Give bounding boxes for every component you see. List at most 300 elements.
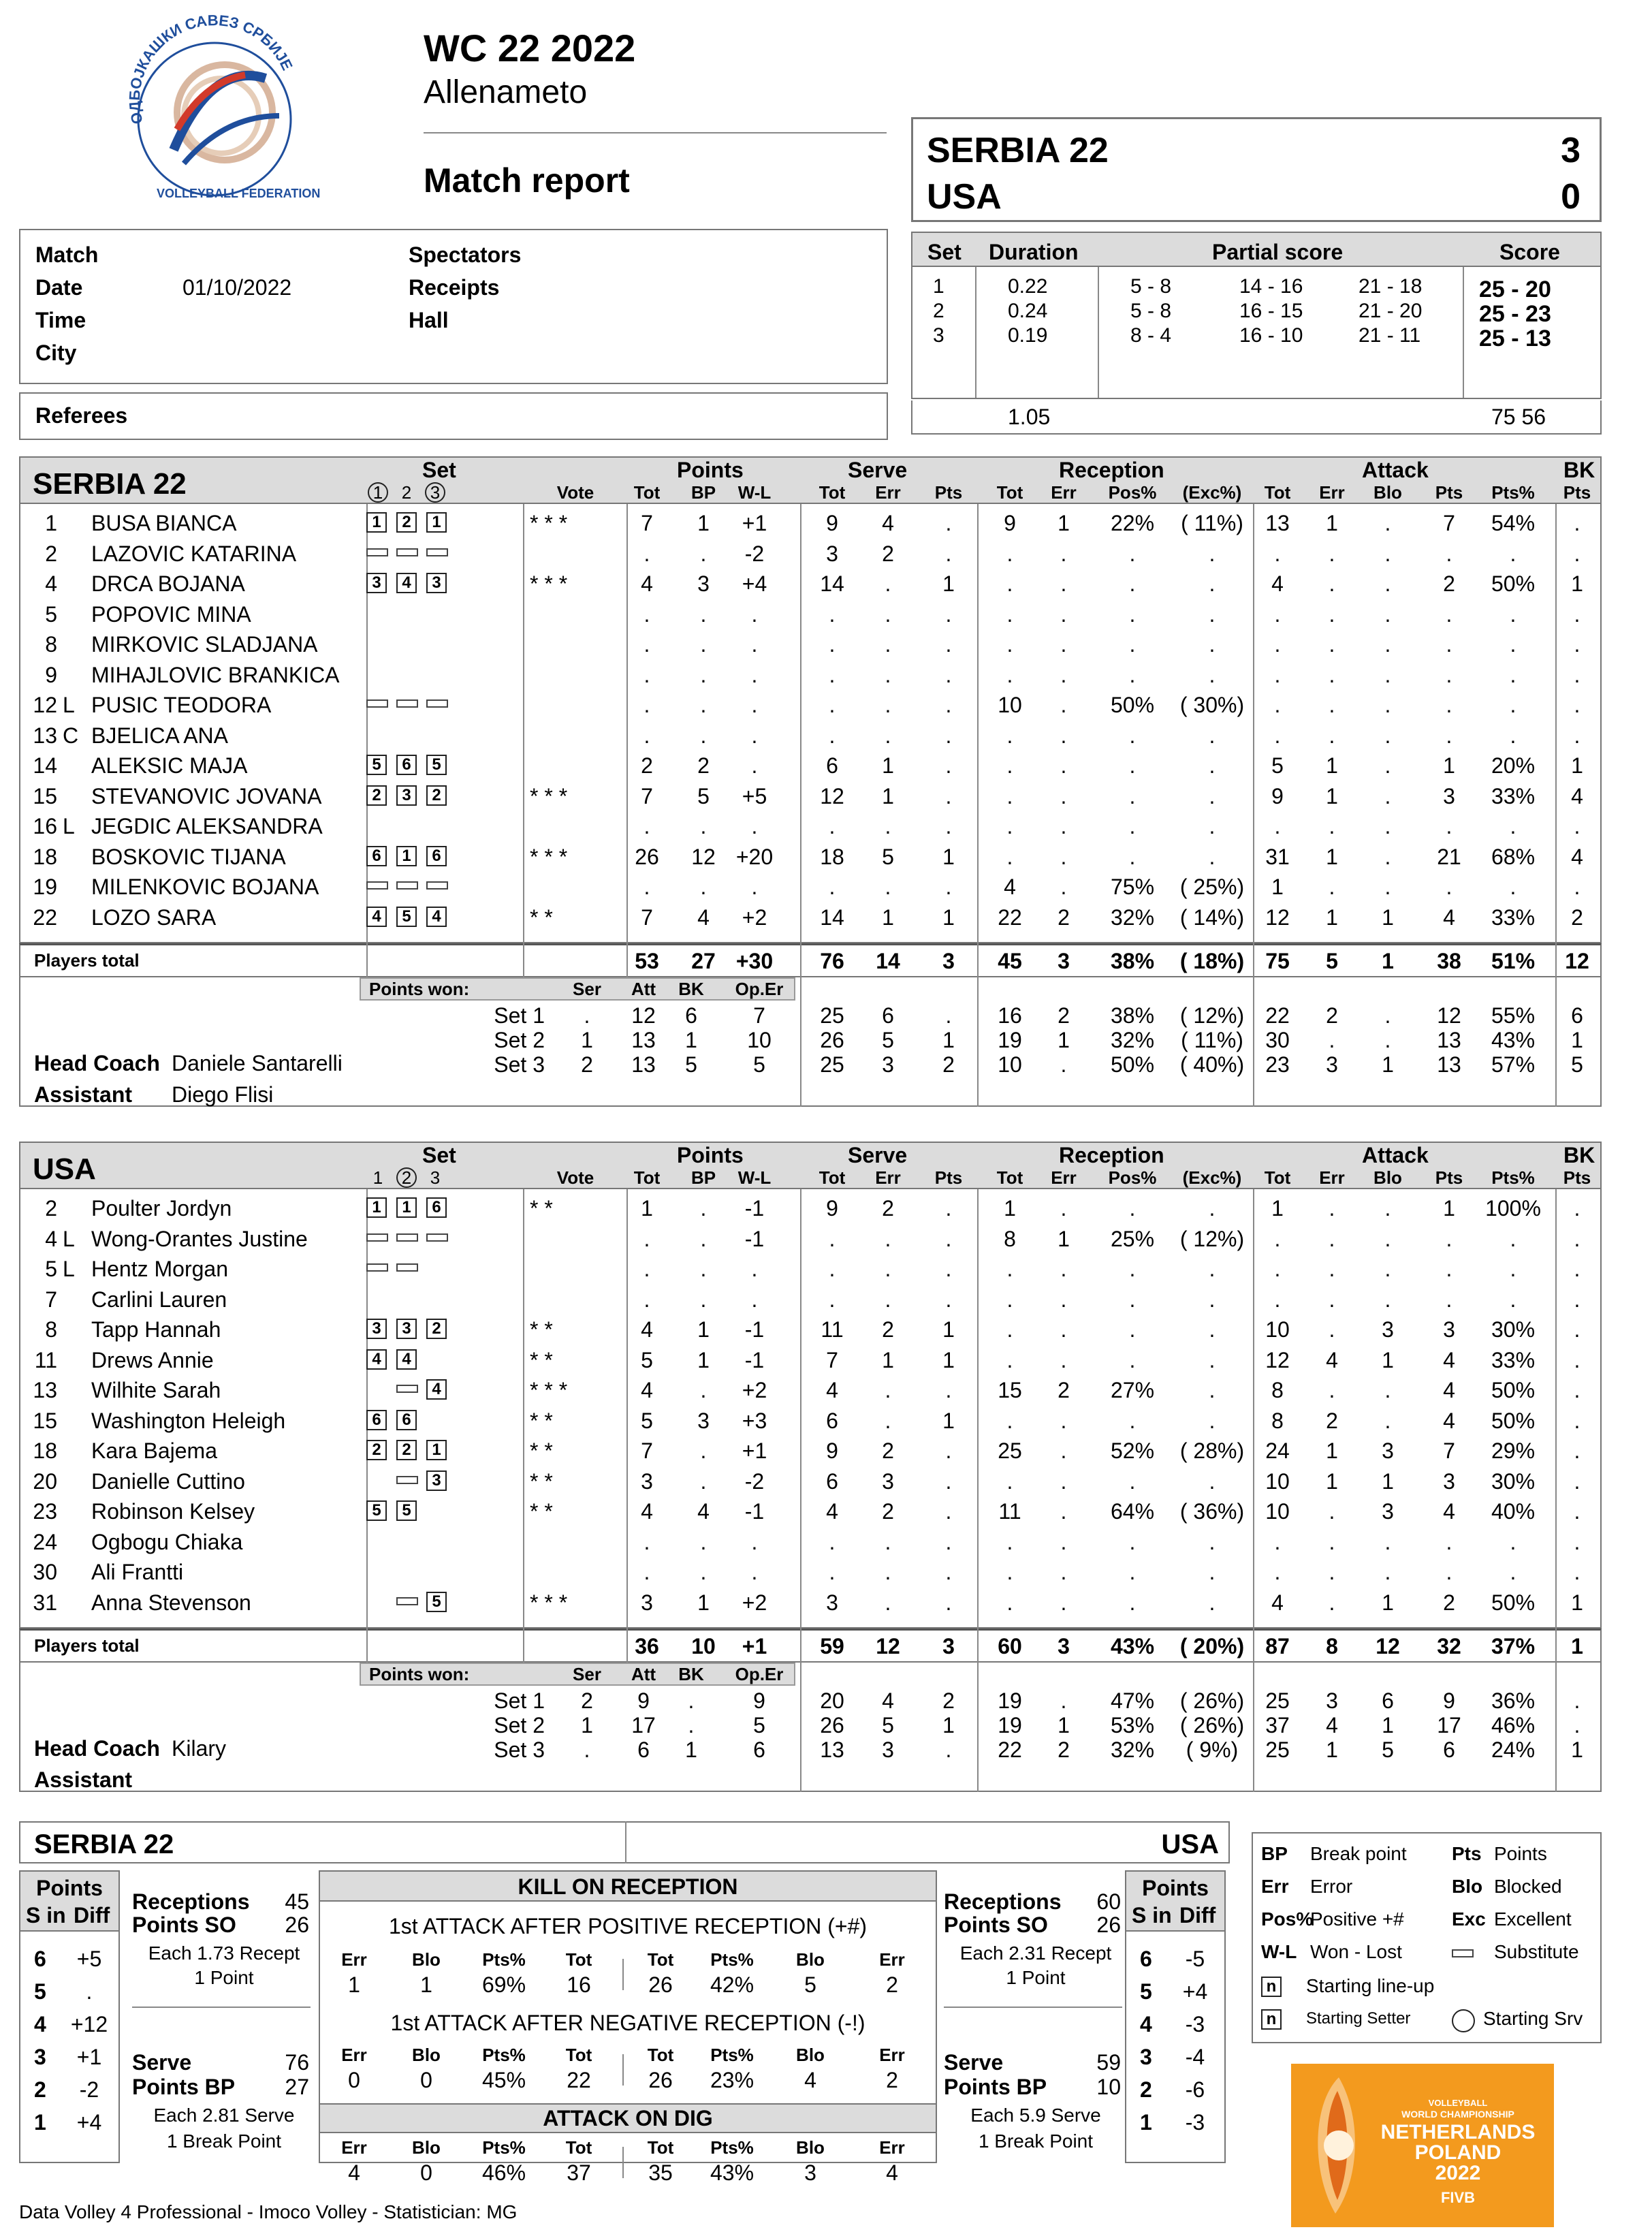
stat-cell: .	[700, 601, 707, 627]
stat-cell: 3	[697, 1408, 710, 1433]
stat-cell: .	[1129, 814, 1136, 838]
stat-cell: .	[1060, 783, 1067, 808]
stat-cell: .	[1384, 1529, 1391, 1554]
player-name: LAZOVIC KATARINA	[91, 541, 297, 566]
stat-cell: +20	[735, 844, 774, 869]
stat-cell: 6	[826, 1408, 838, 1433]
player-number: 2	[45, 1196, 57, 1221]
stat-cell: .	[945, 814, 952, 838]
stat-cell: 29%	[1491, 1438, 1536, 1463]
stat-cell: .	[1329, 875, 1335, 899]
player-name: DRCA BOJANA	[91, 571, 245, 596]
right-receptions-label: Receptions	[944, 1889, 1062, 1914]
stat-cell: .	[1574, 1287, 1580, 1312]
stat-cell: .	[885, 662, 891, 687]
starting-position-marker: 2	[396, 1440, 417, 1460]
stat-cell: .	[700, 541, 707, 566]
points-won-cell: 1	[581, 1713, 593, 1737]
stat-cell: 7	[826, 1347, 838, 1372]
right-each-serve-b: 1 Break Point	[978, 2130, 1094, 2152]
substitute-marker	[426, 548, 448, 556]
sets-col-partial: Partial score	[1212, 240, 1344, 264]
positive-value: 1	[420, 1972, 432, 1997]
stat-cell: 12	[820, 783, 844, 808]
set-stat-cell: 43%	[1491, 1028, 1536, 1052]
set-stat-cell: 17	[1437, 1713, 1461, 1737]
stat-cell: .	[1209, 632, 1216, 657]
stat-cell: .	[1129, 1196, 1136, 1221]
set-stat-cell: 2	[1058, 1003, 1070, 1028]
stat-cell: .	[1384, 1257, 1391, 1281]
stat-cell: +2	[742, 904, 767, 930]
points-won-cell: 1	[581, 1028, 593, 1052]
positive-head: Pts%	[710, 1949, 754, 1970]
starting-position-marker: 2	[396, 512, 417, 533]
sets-table	[911, 232, 1602, 399]
stat-cell: .	[885, 1287, 891, 1312]
stat-cell: .	[885, 1378, 891, 1402]
positive-head: Tot	[565, 1949, 592, 1970]
starting-position-marker: 6	[366, 846, 387, 866]
dig-value: 0	[420, 2160, 432, 2185]
stat-cell: .	[1574, 1226, 1580, 1251]
substitute-marker	[366, 548, 388, 556]
stat-cell: .	[829, 875, 836, 899]
stat-cell: 64%	[1110, 1499, 1155, 1524]
positive-head: Err	[341, 1949, 367, 1970]
stat-cell: .	[1329, 1590, 1335, 1615]
right-receptions: 60	[1096, 1889, 1121, 1914]
total-cell: 8	[1326, 1634, 1338, 1658]
column-divider	[523, 504, 524, 943]
set-stat-cell: 24%	[1491, 1737, 1536, 1762]
stat-cell: .	[1329, 1560, 1335, 1584]
stat-cell: .	[1060, 1560, 1067, 1584]
starting-position-marker: 6	[366, 1410, 387, 1430]
player-number: 13	[33, 1378, 57, 1402]
points-won-cell: 17	[631, 1713, 656, 1737]
stat-cell: 4	[1271, 571, 1284, 596]
positive-value: 69%	[481, 1972, 526, 1997]
right-bp-label: Points BP	[944, 2075, 1047, 2099]
stat-cell: .	[1329, 541, 1335, 566]
stat-cell: .	[1129, 541, 1136, 566]
set-stat-cell: 50%	[1110, 1052, 1155, 1077]
column-divider	[523, 1629, 524, 1663]
starting-position-marker: 5	[396, 1500, 417, 1521]
stat-cell: 3	[641, 1590, 653, 1615]
total-cell: +30	[735, 949, 774, 973]
stat-cell: 18	[820, 844, 844, 869]
stat-cell: 2	[1058, 904, 1070, 930]
set-stat-cell: .	[1329, 1028, 1335, 1052]
negative-head: Err	[341, 2045, 367, 2065]
set-stat-cell: 6	[1382, 1688, 1394, 1713]
col-head-ptspct: Pts%	[1491, 1167, 1535, 1188]
player-number: 4	[45, 571, 57, 596]
stat-cell: 1	[1443, 753, 1455, 778]
col-group-set: Set	[422, 458, 456, 482]
stat-cell: .	[829, 662, 836, 687]
set-stat-cell: 1	[1382, 1713, 1394, 1737]
col-head-err: Err	[875, 1167, 901, 1188]
negative-value: 23%	[710, 2068, 754, 2092]
stat-cell: .	[945, 723, 952, 748]
stat-cell: .	[1209, 1196, 1216, 1221]
substitute-marker	[396, 699, 418, 708]
player-number: 9	[45, 662, 57, 687]
starting-position-marker: 4	[426, 907, 447, 927]
head-coach-label: Head Coach	[34, 1051, 160, 1075]
set-stat-cell: 38%	[1110, 1003, 1155, 1028]
stat-cell: 9	[1004, 511, 1016, 535]
stat-cell: .	[1574, 601, 1580, 627]
stat-cell: .	[1510, 1560, 1516, 1584]
stat-cell: 14	[820, 904, 844, 930]
stat-cell: 3	[1443, 1317, 1455, 1342]
right-rotation-number: 5	[1140, 1979, 1152, 2004]
stat-cell: .	[885, 693, 891, 717]
set-stat-cell: 25	[1265, 1688, 1290, 1713]
stat-cell: .	[1574, 1468, 1580, 1494]
player-number: 14	[33, 753, 57, 778]
stat-cell: .	[885, 1590, 891, 1615]
set-stat-cell: 9	[1443, 1688, 1455, 1713]
left-stats-divider	[132, 2007, 311, 2008]
positive-head: Pts%	[482, 1949, 526, 1970]
col-head-tot: Tot	[633, 1167, 661, 1188]
stat-cell: 3	[1382, 1317, 1394, 1342]
stat-cell: .	[1060, 1468, 1067, 1494]
svg-text:ОДБОЈКАШКИ САВЕЗ СРБИЈЕ: ОДБОЈКАШКИ САВЕЗ СРБИЈЕ	[125, 14, 296, 126]
stat-cell: 3	[697, 571, 710, 596]
stat-cell: 4	[1443, 1378, 1455, 1402]
stat-cell: .	[751, 1257, 758, 1281]
starting-position-marker: 3	[426, 1470, 447, 1491]
player-name: POPOVIC MINA	[91, 601, 251, 627]
stat-cell: .	[1574, 541, 1580, 566]
stat-cell: .	[1209, 783, 1216, 808]
starting-position-marker: 1	[396, 846, 417, 866]
starting-setter-icon: n	[1261, 2009, 1282, 2030]
stat-cell: .	[1384, 844, 1391, 869]
stat-cell: .	[1129, 601, 1136, 627]
player-vote: * *	[530, 1438, 553, 1463]
stat-cell: .	[751, 601, 758, 627]
legend-key: W-L	[1261, 1941, 1297, 1962]
stat-cell: 3	[1443, 783, 1455, 808]
stat-cell: .	[1329, 814, 1335, 838]
stat-cell: .	[1060, 844, 1067, 869]
stat-cell: .	[945, 1378, 952, 1402]
stat-cell: 2	[882, 1438, 894, 1463]
right-rotation-diff: +4	[1182, 1979, 1208, 2004]
starting-lineup-label: Starting line-up	[1306, 1975, 1435, 1996]
player-name: Ali Frantti	[91, 1560, 184, 1584]
stat-cell: .	[1006, 1257, 1013, 1281]
head-coach-name: Daniele Santarelli	[172, 1051, 343, 1075]
dig-head: Blo	[412, 2137, 441, 2158]
set-stat-cell: 16	[998, 1003, 1022, 1028]
sets-col-duration: Duration	[989, 240, 1079, 264]
left-diff-label: Diff	[74, 1903, 110, 1928]
substitute-marker	[396, 1476, 418, 1484]
stat-cell: 3	[1382, 1438, 1394, 1463]
stat-cell: .	[1329, 1196, 1335, 1221]
stat-cell: .	[1574, 1378, 1580, 1402]
set-label: Set 3	[494, 1737, 545, 1762]
stat-cell: 1	[882, 1347, 894, 1372]
stat-cell: .	[945, 1196, 952, 1221]
right-diff-label: Diff	[1179, 1903, 1216, 1928]
stat-cell: 10	[998, 693, 1022, 717]
dig-divider	[622, 2147, 624, 2178]
stat-cell: .	[1574, 511, 1580, 535]
stat-cell: 22%	[1110, 511, 1155, 535]
stat-cell: .	[1274, 814, 1281, 838]
stat-cell: .	[1329, 662, 1335, 687]
positive-value: 5	[804, 1972, 816, 1997]
set-stat-cell: 1	[1571, 1028, 1583, 1052]
right-rotation-diff: -5	[1185, 1947, 1205, 1971]
set-partial-1: 5 - 8	[1130, 300, 1172, 322]
set-number: 2	[933, 300, 944, 322]
col-head-pts: Pts	[934, 1167, 963, 1188]
stat-cell: .	[1060, 1590, 1067, 1615]
player-vote: * * *	[530, 511, 568, 535]
player-vote: * * *	[530, 1590, 568, 1615]
total-cell: 51%	[1491, 949, 1536, 973]
stat-cell: .	[1274, 541, 1281, 566]
dig-value: 46%	[481, 2160, 526, 2185]
referees-label: Referees	[35, 403, 128, 428]
stat-cell: .	[644, 1529, 650, 1554]
stat-cell: .	[1129, 1347, 1136, 1372]
stat-cell: .	[1060, 1317, 1067, 1342]
stat-cell: 11	[998, 1499, 1021, 1524]
stat-cell: .	[1329, 1529, 1335, 1554]
stat-cell: .	[1574, 1317, 1580, 1342]
stat-cell: .	[1060, 1499, 1067, 1524]
stat-cell: 4	[1571, 783, 1583, 808]
left-each-serve-b: 1 Break Point	[166, 2130, 282, 2152]
player-number: 4	[45, 1226, 57, 1251]
stat-cell: 3	[641, 1468, 653, 1494]
player-number: 23	[33, 1499, 57, 1524]
stat-cell: 4	[882, 511, 894, 535]
stat-cell: 1	[1326, 844, 1338, 869]
legend-value: Blocked	[1494, 1876, 1562, 1897]
stat-cell: .	[644, 662, 650, 687]
stat-cell: 54%	[1491, 511, 1536, 535]
set-label: Set 1	[494, 1003, 545, 1028]
set-stat-cell: 1	[1058, 1028, 1070, 1052]
stat-cell: 5	[1271, 753, 1284, 778]
right-each-serve: Each 5.9 Serve	[970, 2105, 1101, 2126]
stat-cell: 2	[882, 1499, 894, 1524]
stat-cell: 3	[826, 541, 838, 566]
right-rotation-number: 6	[1140, 1947, 1152, 1971]
stat-cell: .	[1209, 1529, 1216, 1554]
player-name: Wilhite Sarah	[91, 1378, 221, 1402]
set-stat-cell: ( 40%)	[1179, 1052, 1245, 1077]
total-cell: 14	[876, 949, 900, 973]
total-cell: 1	[1382, 949, 1394, 973]
stat-cell: 1	[882, 904, 894, 930]
player-number: 12	[33, 693, 57, 717]
negative-value: 0	[348, 2068, 360, 2092]
column-divider	[366, 1189, 368, 1629]
stat-cell: .	[1129, 571, 1136, 596]
substitute-marker	[396, 1597, 418, 1605]
left-serve: 76	[285, 2050, 309, 2075]
set-stat-cell: 10	[998, 1052, 1022, 1077]
stat-cell: .	[1329, 571, 1335, 596]
stat-cell: .	[1384, 1287, 1391, 1312]
stat-cell: .	[945, 1529, 952, 1554]
stat-cell: 4	[1004, 875, 1016, 899]
set-stat-cell: 30	[1265, 1028, 1290, 1052]
col-head-wl: W-L	[737, 482, 772, 503]
stat-cell: .	[885, 875, 891, 899]
stat-cell: .	[751, 1529, 758, 1554]
set-stat-cell: 5	[882, 1028, 894, 1052]
points-won-cell: .	[688, 1688, 695, 1713]
stat-cell: .	[1060, 1529, 1067, 1554]
stat-cell: 21	[1437, 844, 1461, 869]
set-stat-cell: 13	[1437, 1028, 1461, 1052]
stat-cell: .	[1060, 1438, 1067, 1463]
total-cell: 1	[1571, 1634, 1583, 1658]
player-vote: * *	[530, 1468, 553, 1494]
negative-head: Tot	[647, 2045, 674, 2065]
stat-cell: .	[945, 1560, 952, 1584]
left-rotation-number: 1	[34, 2110, 46, 2135]
set-duration: 0.24	[1008, 300, 1048, 322]
stat-cell: .	[1209, 541, 1216, 566]
dig-head: Err	[879, 2137, 905, 2158]
left-points-label: Points	[36, 1876, 103, 1900]
col-head-ptspct: Pts%	[1491, 482, 1535, 503]
stat-cell: .	[1510, 1257, 1516, 1281]
stat-cell: 31	[1265, 844, 1290, 869]
stat-cell: .	[885, 1257, 891, 1281]
points-won-cell: 13	[631, 1028, 656, 1052]
substitute-marker	[396, 1385, 418, 1393]
stat-cell: .	[700, 1196, 707, 1221]
assistant-name: Diego Flisi	[172, 1082, 274, 1107]
stat-cell: .	[644, 1257, 650, 1281]
stat-cell: .	[1274, 1226, 1281, 1251]
stat-cell: .	[644, 693, 650, 717]
stat-cell: .	[644, 814, 650, 838]
left-rotation-diff: +12	[70, 2012, 108, 2036]
right-bp: 10	[1096, 2075, 1121, 2099]
right-so: 26	[1096, 1913, 1121, 1937]
col-head-err: Err	[1319, 1167, 1345, 1188]
player-name: MIHAJLOVIC BRANKICA	[91, 662, 340, 687]
event-logo-line6: FIVB	[1440, 2189, 1476, 2206]
total-cell: 76	[820, 949, 844, 973]
stat-cell: .	[1384, 723, 1391, 748]
stat-cell: 4	[1443, 904, 1455, 930]
stat-cell: ( 14%)	[1179, 904, 1245, 930]
stat-cell: .	[1006, 1408, 1013, 1433]
set-stat-cell: 1	[1326, 1737, 1338, 1762]
stat-cell: .	[1006, 541, 1013, 566]
legend-value: Error	[1310, 1876, 1353, 1897]
receipts-label: Receipts	[409, 275, 500, 300]
player-name: Carlini Lauren	[91, 1287, 227, 1312]
stat-cell: -1	[744, 1499, 765, 1524]
stat-cell: 33%	[1491, 783, 1536, 808]
stat-cell: .	[1446, 632, 1452, 657]
summary-title-divider	[625, 1821, 626, 1863]
starting-position-marker: 4	[366, 907, 387, 927]
stat-cell: .	[885, 1560, 891, 1584]
set-stat-cell: .	[1060, 1052, 1067, 1077]
competition-subtitle: Allenameto	[424, 74, 588, 110]
legend-box	[1252, 1832, 1602, 2043]
stat-cell: ( 11%)	[1181, 511, 1243, 535]
set-stat-cell: 2	[942, 1052, 955, 1077]
left-rotation-number: 6	[34, 1947, 46, 1971]
stat-cell: .	[1209, 601, 1216, 627]
stat-cell: 50%	[1491, 571, 1536, 596]
scorebox	[911, 117, 1602, 222]
col-head-blo: Blo	[1373, 1167, 1402, 1188]
stat-cell: .	[1574, 1499, 1580, 1524]
left-receptions: 45	[285, 1889, 309, 1914]
player-vote: * *	[530, 1499, 553, 1524]
left-rotation-number: 4	[34, 2012, 46, 2036]
stat-cell: 4	[641, 1378, 653, 1402]
date-label: Date	[35, 275, 83, 300]
starting-position-marker: 6	[396, 1410, 417, 1430]
left-rotation-diff: +1	[76, 2045, 102, 2069]
stat-cell: ( 25%)	[1179, 875, 1245, 899]
stat-cell: .	[1384, 632, 1391, 657]
stat-cell: 13	[1265, 511, 1290, 535]
right-rotation-number: 1	[1140, 2110, 1152, 2135]
negative-value: 22	[567, 2068, 591, 2092]
set-number-marker: 1	[368, 482, 388, 503]
points-won-cell: 2	[581, 1688, 593, 1713]
stat-cell: .	[644, 1287, 650, 1312]
stat-cell: -1	[744, 1317, 765, 1342]
stat-cell: 1	[942, 1317, 955, 1342]
total-cell: +1	[742, 1634, 767, 1658]
set-partial-1: 8 - 4	[1130, 324, 1172, 347]
starting-position-marker: 4	[396, 573, 417, 593]
stat-cell: .	[1060, 1408, 1067, 1433]
stat-cell: .	[1329, 1317, 1335, 1342]
player-number: 1	[45, 511, 57, 535]
referees-box	[19, 392, 888, 440]
stat-cell: .	[700, 1560, 707, 1584]
col-head-pts: Pts	[1435, 1167, 1463, 1188]
total-cell: 60	[998, 1634, 1022, 1658]
team-name: USA	[33, 1152, 96, 1186]
player-name: Ogbogu Chiaka	[91, 1529, 243, 1554]
col-head-err: Err	[1051, 1167, 1077, 1188]
stat-cell: .	[1006, 753, 1013, 778]
negative-value: 2	[886, 2068, 898, 2092]
report-title: Match report	[424, 161, 630, 200]
set-stat-cell: ( 26%)	[1179, 1688, 1245, 1713]
dig-value: 35	[648, 2160, 673, 2185]
stat-cell: 1	[1382, 1347, 1394, 1372]
